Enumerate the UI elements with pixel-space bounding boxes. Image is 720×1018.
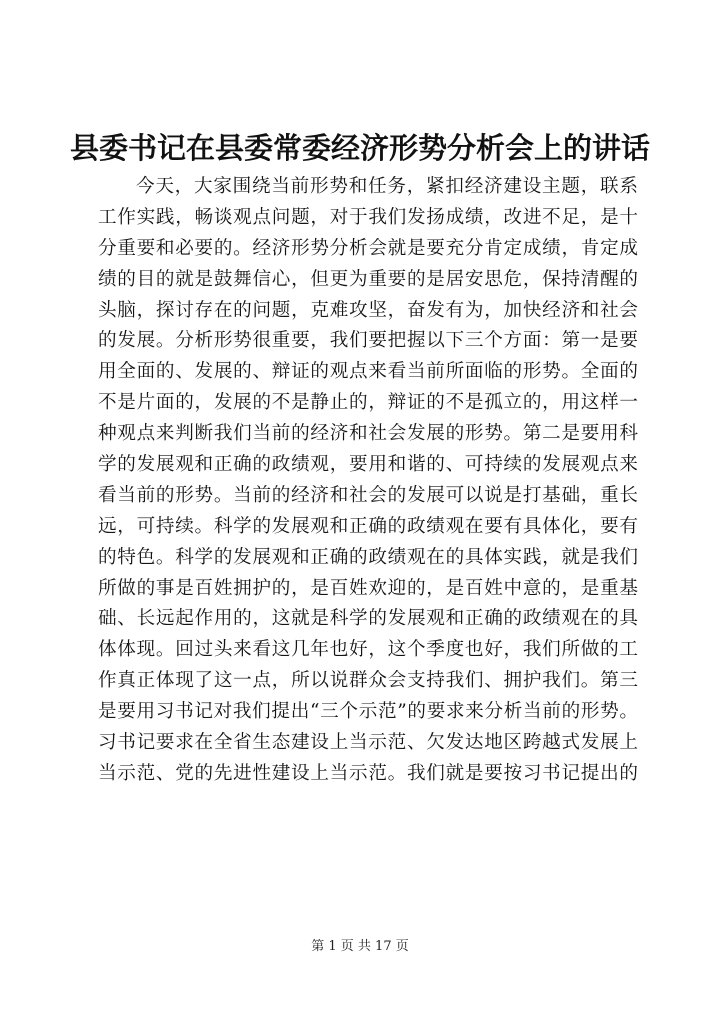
text-line: 不是片面的，发展的不是静止的，辩证的不是孤立的，用这样一 bbox=[98, 392, 638, 414]
text-line: 所做的事是百姓拥护的，是百姓欢迎的，是百姓中意的，是重基 bbox=[98, 577, 638, 599]
text-line: 的特色。科学的发展观和正确的政绩观在的具体实践，就是我们 bbox=[98, 546, 638, 568]
text-line: 习书记要求在全省生态建设上当示范、欠发达地区跨越式发展上 bbox=[98, 732, 638, 754]
text-line: 头脑，探讨存在的问题，克难攻坚，奋发有为，加快经济和社会 bbox=[98, 299, 638, 321]
text-line: 当示范、党的先进性建设上当示范。我们就是要按习书记提出的 bbox=[98, 762, 638, 784]
text-line: 学的发展观和正确的政绩观，要用和谐的、可持续的发展观点来 bbox=[98, 454, 638, 476]
text-line: 的发展。分析形势很重要，我们要把握以下三个方面：第一是要 bbox=[98, 330, 638, 352]
text-line: 分重要和必要的。经济形势分析会就是要充分肯定成绩，肯定成 bbox=[98, 237, 638, 259]
text-line: 种观点来判断我们当前的经济和社会发展的形势。第二是要用科 bbox=[98, 423, 638, 445]
document-title: 县委书记在县委常委经济形势分析会上的讲话 bbox=[69, 131, 650, 165]
text-line: 绩的目的就是鼓舞信心，但更为重要的是居安思危，保持清醒的 bbox=[98, 268, 638, 290]
text-line: 今天，大家围绕当前形势和任务，紧扣经济建设主题，联系 bbox=[136, 176, 638, 197]
text-line: 础、长远起作用的，这就是科学的发展观和正确的政绩观在的具 bbox=[98, 608, 638, 630]
text-line: 工作实践，畅谈观点问题，对于我们发扬成绩，改进不足，是十 bbox=[98, 206, 638, 228]
text-line: 是要用习书记对我们提出“三个示范”的要求来分析当前的形势。 bbox=[98, 701, 638, 723]
text-line: 体体现。回过头来看这几年也好，这个季度也好，我们所做的工 bbox=[98, 639, 638, 661]
page-number-footer: 第 1 页 共 17 页 bbox=[311, 939, 409, 954]
text-line: 远，可持续。科学的发展观和正确的政绩观在要有具体化，要有 bbox=[98, 515, 638, 537]
text-line: 作真正体现了这一点，所以说群众会支持我们、拥护我们。第三 bbox=[98, 670, 638, 692]
body-paragraph bbox=[98, 172, 638, 790]
text-line: 用全面的、发展的、辩证的观点来看当前所面临的形势。全面的 bbox=[98, 361, 638, 383]
text-line: 看当前的形势。当前的经济和社会的发展可以说是打基础，重长 bbox=[98, 484, 638, 506]
